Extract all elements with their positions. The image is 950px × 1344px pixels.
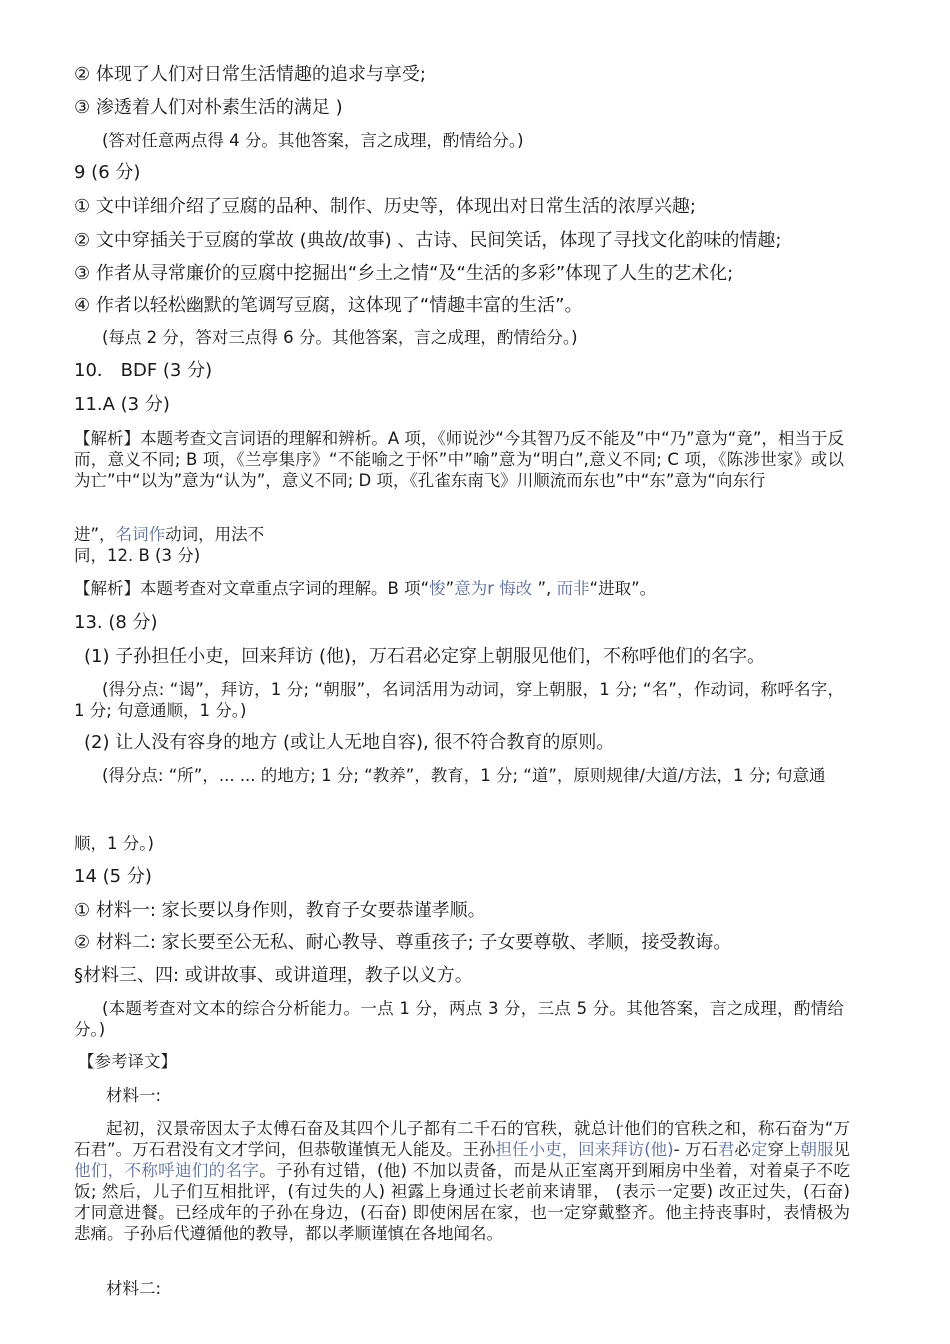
- q14-point-1: ① 材料一: 家长要以身作则，教育子女要恭谨孝顺。: [74, 900, 486, 921]
- q14-point-3: §材料三、四: 或讲故事、或讲道理，教子以义方。: [74, 965, 473, 986]
- q14-score-note: (本题考查对文本的综合分析能力。一点 1 分，两点 3 分，三点 5 分。其他答案，言之成理，酌情给分。): [74, 999, 844, 1039]
- q9-point-3: ③ 作者从寻常廉价的豆腐中挖掘出“乡土之情“及“生活的多彩”体现了人生的艺术化;: [74, 263, 734, 284]
- q8-score-note: (答对任意两点得 4 分。其他答案，言之成理，酌情给分。): [102, 131, 524, 150]
- material-1-label: 材料一:: [106, 1086, 162, 1105]
- q9-score-note: (每点 2 分，答对三点得 6 分。其他答案，言之成理，酌情给分。): [102, 328, 578, 347]
- q13-sentence-1: (1) 子孙担任小吏，回来拜访 (他)，万石君必定穿上朝服见他们，不称呼他们的名字。: [84, 646, 765, 667]
- q13-score-points-1: (得分点: “谒”，拜访，1 分; “朝服”，名词活用为动词，穿上朝服，1 分; “名”，作动词，称呼名字， 1 分; 句意通顺，1 分。): [74, 680, 844, 720]
- q10-answer: 10． BDF (3 分): [74, 360, 213, 381]
- q13-sentence-2: (2) 让人没有容身的地方 (或让人无地自容), 很不符合教育的原则。: [84, 732, 615, 753]
- q13-heading: 13. (8 分): [74, 612, 158, 633]
- material-1-translation: 起初，汉景帝因太子太傅石奋及其四个儿子都有二千石的官秩，就总计他们的官秩之和，称石奋为“万石君”。万石君没有文才学问，但恭敬谨慎无人能及。王孙担任小吏，回来拜访(他)- 万石君必定穿上朝服见他们，不称呼迪们的名字。子孙有过错，(他) 不加以责备，而是从正室离开到厢房中坐着，对着桌子不吃饭; 然后，儿子们互相批评，(有过失的人) 袒露上身通过长老前来请罪， (表示一定要) 改正过失，(石奋) 才同意进餐。已经成年的子孙在身边，(石奋) 即使闲居在家，也一定穿戴整齐。他主持丧事时，表情极为悲痛。子孙后代遵循他的教导，都以孝顺谨慎在各地闻名。: [74, 1119, 851, 1243]
- q9-point-4: ④ 作者以轻松幽默的笔调写豆腐，这体现了“情趣丰富的生活”。: [74, 295, 583, 316]
- q12-analysis: 【解析】本题考查对文章重点字词的理解。B 项“悛”意为r 悔改 ”, 而非“进取”。: [74, 579, 657, 598]
- q14-heading: 14 (5 分): [74, 866, 152, 887]
- q12-heading: 同，12. B (3 分): [74, 546, 201, 565]
- q8-point-3: ③ 渗透着人们对朴素生活的满足 ): [74, 97, 343, 118]
- q14-point-2: ② 材料二: 家长要至公无私、耐心教导、尊重孩子; 子女要尊敬、孝顺，接受教诲。: [74, 932, 732, 953]
- q9-point-2: ② 文中穿插关于豆腐的掌故 (典故/故事) 、古诗、民间笑话，体现了寻找文化韵味的情趣;: [74, 230, 782, 251]
- q11-analysis-continued: 进”，名词作动词，用法不: [74, 525, 265, 544]
- q13-score-points-2-end: 顺，1 分。): [74, 834, 154, 853]
- translation-heading: 【参考译文】: [78, 1052, 177, 1071]
- q11-heading: 11.A (3 分): [74, 394, 170, 415]
- q11-analysis: 【解析】本题考查文言词语的理解和辨析。A 项，《师说沙“今其智乃反不能及”中“乃”意为“竟”，相当于反而，意义不同; B 项，《兰亭集序》“不能喻之于怀”中”喻”意为“明白”,意义不同; C 项，《陈涉世家》或以为亡”中“以为”意为“认为”，意义不同; D 项，《孔雀东南飞》川顺流而东也”中“东”意为“向东行: [74, 429, 844, 490]
- q9-point-1: ① 文中详细介绍了豆腐的品种、制作、历史等，体现出对日常生活的浓厚兴趣;: [74, 196, 696, 217]
- q8-point-2: ② 体现了人们对日常生活情趣的追求与享受;: [74, 64, 426, 85]
- q13-score-points-2: (得分点: “所”，... ... 的地方; 1 分; “教养”，教育，1 分; “道”，原则规律/大道/方法，1 分; 句意通: [102, 766, 826, 785]
- material-2-label: 材料二:: [106, 1279, 162, 1298]
- q9-heading: 9 (6 分): [74, 162, 141, 183]
